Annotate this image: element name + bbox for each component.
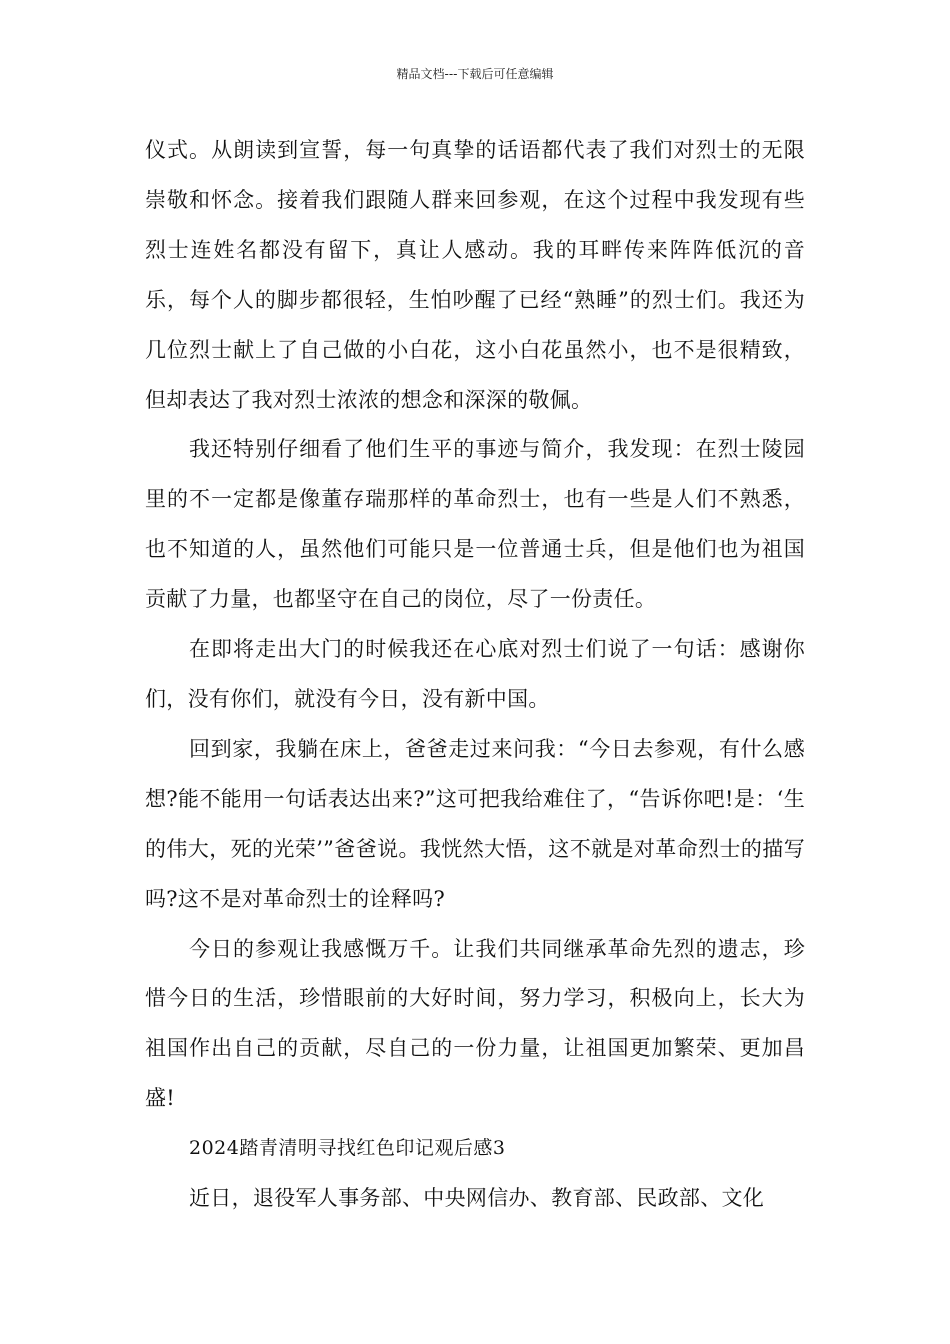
paragraph-continued: 仪式。从朗读到宣誓，每一句真挚的话语都代表了我们对烈士的无限崇敬和怀念。接着我们跟随人群来回参观，在这个过程中我发现有些烈士连姓名都没有留下，真让人感动。我的耳畔传来阵阵低沉的音乐，每个人的脚步都很轻，生怕吵醒了已经“熟睡”的烈士们。我还为几位烈士献上了自己做的小白花，这小白花虽然小，也不是很精致，但却表达了我对烈士浓浓的想念和深深的敬佩。 [145, 138, 805, 412]
paragraph-reflection: 今日的参观让我感慨万千。让我们共同继承革命先烈的遗志，珍惜今日的生活，珍惜眼前的大好时间，努力学习，积极向上，长大为祖国作出自己的贡献，尽自己的一份力量，让祖国更加繁荣、更加昌盛! [145, 936, 805, 1111]
paragraph-home: 回到家，我躺在床上，爸爸走过来问我：“今日去参观，有什么感想?能不能用一句话表达出来?”这可把我给难住了，“告诉你吧!是：‘生的伟大，死的光荣’”爸爸说。我恍然大悟，这不就是对革命烈士的描写吗?这不是对革命烈士的诠释吗? [145, 736, 805, 911]
paragraph-farewell: 在即将走出大门的时候我还在心底对烈士们说了一句话：感谢你们，没有你们，就没有今日，没有新中国。 [145, 637, 805, 711]
paragraph-biographies: 我还特别仔细看了他们生平的事迹与简介，我发现：在烈士陵园里的不一定都是像董存瑞那样的革命烈士，也有一些是人们不熟悉，也不知道的人，虽然他们可能只是一位普通士兵，但是他们也为祖国贡献了力量，也都坚守在自己的岗位，尽了一份责任。 [145, 437, 805, 612]
paragraph-section-start: 近日，退役军人事务部、中央网信办、教育部、民政部、文化 [189, 1186, 765, 1211]
section-heading: 2024踏青清明寻找红色印记观后感3 [189, 1137, 506, 1160]
document-body [145, 126, 805, 1224]
page-header: 精品文档---下载后可任意编辑 [396, 67, 554, 81]
